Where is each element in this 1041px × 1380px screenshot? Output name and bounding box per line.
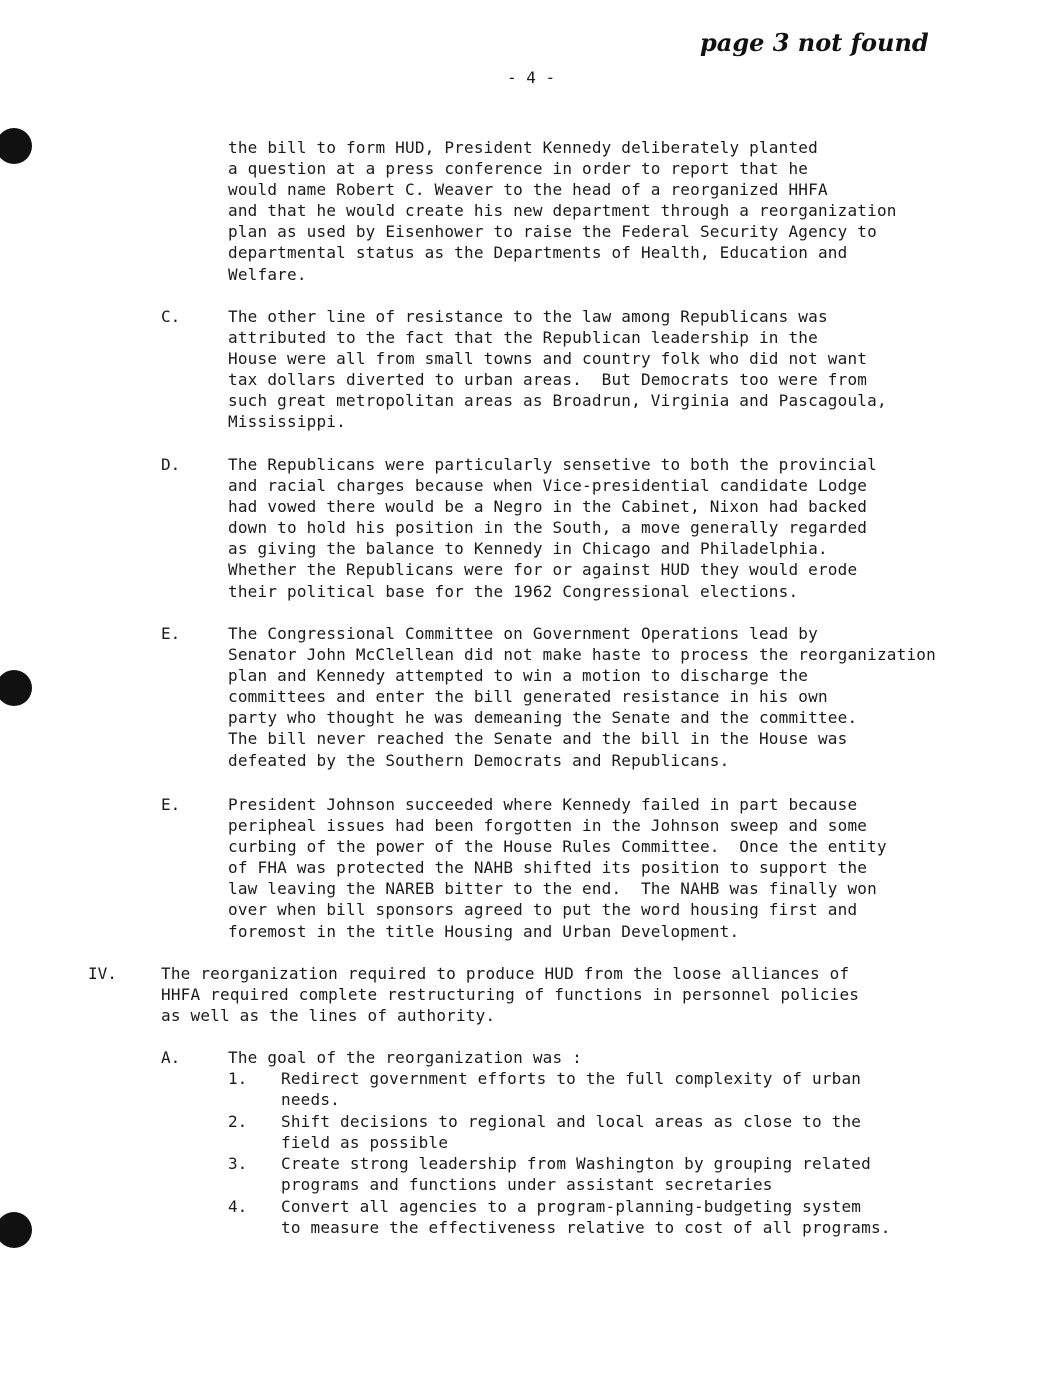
section-e2-paragraph <box>228 794 887 942</box>
text-line: down to hold his position in the South, a move generally regarded <box>228 518 868 538</box>
text-line: party who thought he was demeaning the Senate and the committee. <box>228 708 858 728</box>
text-line: The goal of the reorganization was : <box>228 1048 582 1067</box>
text-line: their political base for the 1962 Congressional elections. <box>228 581 799 601</box>
punch-hole-bottom <box>0 1212 32 1248</box>
text-line: defeated by the Southern Democrats and Republicans. <box>228 750 730 770</box>
list-item <box>281 1068 861 1110</box>
section-a-marker: A. <box>161 1048 181 1067</box>
text-line: as well as the lines of authority. <box>161 1006 496 1026</box>
text-line: committees and enter the bill generated resistance in his own <box>228 687 828 707</box>
text-line: peripheal issues had been forgotten in the Johnson sweep and some <box>228 816 868 836</box>
text-line: The bill never reached the Senate and the bill in the House was <box>228 729 848 749</box>
list-number: 1. <box>228 1069 248 1088</box>
list-number: 3. <box>228 1154 248 1173</box>
text-line: House were all from small towns and country folk who did not want <box>228 349 868 369</box>
section-iv-marker: IV. <box>88 964 117 983</box>
text-line: The reorganization required to produce HUD from the loose alliances of <box>161 964 850 983</box>
text-line: as giving the balance to Kennedy in Chicago and Philadelphia. <box>228 539 828 559</box>
text-line: over when bill sponsors agreed to put the word housing first and <box>228 900 858 920</box>
text-line: curbing of the power of the House Rules Committee. Once the entity <box>228 837 887 857</box>
text-line: President Johnson succeeded where Kennedy failed in part because <box>228 795 858 814</box>
text-line: programs and functions under assistant secretaries <box>281 1175 773 1195</box>
text-line: to measure the effectiveness relative to cost of all programs. <box>281 1218 891 1238</box>
list-number: 4. <box>228 1197 248 1216</box>
page-number: - 4 - <box>507 68 556 87</box>
text-line: tax dollars diverted to urban areas. But Democrats too were from <box>228 370 868 390</box>
text-line: a question at a press conference in order to report that he <box>228 159 809 179</box>
text-line: such great metropolitan areas as Broadrun, Virginia and Pascagoula, <box>228 391 887 411</box>
text-line: the bill to form HUD, President Kennedy deliberately planted <box>228 138 818 157</box>
section-e2-marker: E. <box>161 795 181 814</box>
text-line: Welfare. <box>228 264 307 284</box>
text-line: attributed to the fact that the Republican leadership in the <box>228 328 818 348</box>
text-line: plan as used by Eisenhower to raise the Federal Security Agency to <box>228 222 877 242</box>
punch-hole-middle <box>0 670 32 706</box>
section-e1-paragraph <box>228 623 936 771</box>
text-line: Create strong leadership from Washington by grouping related <box>281 1154 871 1173</box>
intro-paragraph <box>228 137 897 285</box>
text-line: foremost in the title Housing and Urban Development. <box>228 921 740 941</box>
text-line: would name Robert C. Weaver to the head of a reorganized HHFA <box>228 180 828 200</box>
text-line: HHFA required complete restructuring of functions in personnel policies <box>161 985 860 1005</box>
section-d-marker: D. <box>161 455 181 474</box>
text-line: Whether the Republicans were for or against HUD they would erode <box>228 560 858 580</box>
list-item <box>281 1111 861 1153</box>
section-c-marker: C. <box>161 307 181 326</box>
text-line: needs. <box>281 1090 340 1110</box>
text-line: Convert all agencies to a program-planning-budgeting system <box>281 1197 862 1216</box>
text-line: Shift decisions to regional and local areas as close to the <box>281 1112 862 1131</box>
section-e1-marker: E. <box>161 624 181 643</box>
text-line: The other line of resistance to the law among Republicans was <box>228 307 828 326</box>
text-line: departmental status as the Departments of Health, Education and <box>228 243 848 263</box>
section-d-paragraph <box>228 454 877 602</box>
punch-hole-top <box>0 128 32 164</box>
text-line: and racial charges because when Vice-presidential candidate Lodge <box>228 476 868 496</box>
list-number: 2. <box>228 1112 248 1131</box>
text-line: The Congressional Committee on Government Operations lead by <box>228 624 818 643</box>
section-iv-paragraph <box>161 963 859 1026</box>
text-line: Mississippi. <box>228 412 346 432</box>
text-line: plan and Kennedy attempted to win a motion to discharge the <box>228 666 809 686</box>
section-a-heading <box>228 1047 582 1068</box>
text-line: had vowed there would be a Negro in the Cabinet, Nixon had backed <box>228 497 868 517</box>
text-line: field as possible <box>281 1133 449 1153</box>
text-line: of FHA was protected the NAHB shifted its position to support the <box>228 858 868 878</box>
text-line: Senator John McClellean did not make haste to process the reorganization <box>228 645 936 665</box>
text-line: and that he would create his new department through a reorganization <box>228 201 897 221</box>
text-line: Redirect government efforts to the full complexity of urban <box>281 1069 862 1088</box>
handwritten-note: page 3 not found <box>700 28 929 57</box>
list-item <box>281 1153 871 1195</box>
text-line: law leaving the NAREB bitter to the end. The NAHB was finally won <box>228 879 877 899</box>
text-line: The Republicans were particularly sensetive to both the provincial <box>228 455 877 474</box>
list-item <box>281 1196 891 1238</box>
section-c-paragraph <box>228 306 887 433</box>
